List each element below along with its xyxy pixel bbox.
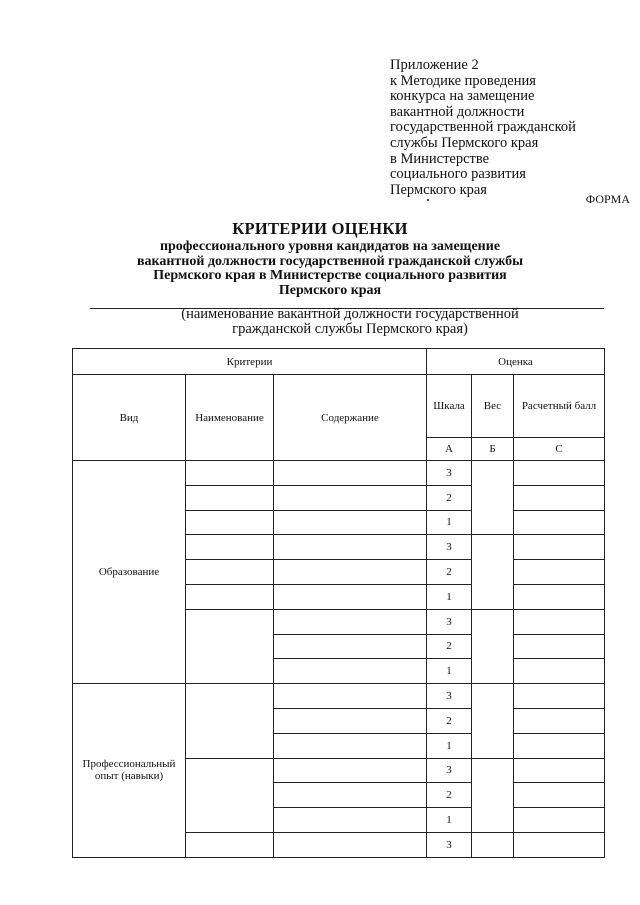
score-cell[interactable] xyxy=(514,832,605,857)
score-cell[interactable] xyxy=(514,733,605,758)
header-scale: Шкала xyxy=(427,375,472,438)
content-cell[interactable] xyxy=(274,634,427,659)
header-letter-a: А xyxy=(427,438,472,461)
score-cell[interactable] xyxy=(514,461,605,486)
scale-cell: 3 xyxy=(427,832,472,857)
content-cell[interactable] xyxy=(274,684,427,709)
scale-cell: 3 xyxy=(427,609,472,634)
scale-cell: 1 xyxy=(427,584,472,609)
header-score: Расчетный балл xyxy=(514,375,605,438)
name-cell[interactable] xyxy=(186,485,274,510)
content-cell[interactable] xyxy=(274,708,427,733)
score-cell[interactable] xyxy=(514,758,605,783)
scale-cell: 2 xyxy=(427,783,472,808)
name-cell[interactable] xyxy=(186,560,274,585)
type-education: Образование xyxy=(73,461,186,684)
document-title: КРИТЕРИИ ОЦЕНКИ xyxy=(232,219,408,238)
annex-line: службы Пермского края xyxy=(390,134,539,151)
content-cell[interactable] xyxy=(274,535,427,560)
score-cell[interactable] xyxy=(514,560,605,585)
weight-cell[interactable] xyxy=(472,758,514,832)
scale-cell: 2 xyxy=(427,560,472,585)
subtitle-line: Пермского края xyxy=(278,282,382,298)
criteria-table xyxy=(72,348,605,858)
subtitle-line: Пермского края в Министерстве социального развития xyxy=(153,268,507,283)
name-cell[interactable] xyxy=(186,684,274,758)
scale-cell: 2 xyxy=(427,485,472,510)
name-cell[interactable] xyxy=(186,609,274,683)
score-cell[interactable] xyxy=(514,684,605,709)
score-cell[interactable] xyxy=(514,584,605,609)
scale-cell: 3 xyxy=(427,535,472,560)
content-cell[interactable] xyxy=(274,609,427,634)
scale-cell: 3 xyxy=(427,684,472,709)
content-cell[interactable] xyxy=(274,808,427,833)
annex-line: Приложение 2 xyxy=(390,57,479,73)
name-cell[interactable] xyxy=(186,535,274,560)
score-cell[interactable] xyxy=(514,510,605,535)
score-cell[interactable] xyxy=(514,808,605,833)
score-cell[interactable] xyxy=(514,485,605,510)
header-type: Вид xyxy=(73,375,186,461)
content-cell[interactable] xyxy=(274,510,427,535)
header-criteria: Критерии xyxy=(73,349,427,375)
header-assessment: Оценка xyxy=(427,349,605,375)
annex-line: к Методике проведения xyxy=(390,72,536,89)
name-cell[interactable] xyxy=(186,832,274,857)
name-cell[interactable] xyxy=(186,758,274,832)
annex-line: Пермского края xyxy=(390,181,487,198)
weight-cell[interactable] xyxy=(472,609,514,683)
name-cell[interactable] xyxy=(186,461,274,486)
document-subtitle xyxy=(100,240,560,298)
subtitle-line: профессионального уровня кандидатов на замещение xyxy=(159,239,501,254)
weight-cell[interactable] xyxy=(472,535,514,609)
header-letter-c: С xyxy=(514,438,605,461)
content-cell[interactable] xyxy=(274,560,427,585)
annex-line: государственной гражданской xyxy=(390,119,576,136)
weight-cell[interactable] xyxy=(472,832,514,857)
annex-line: в Министерстве xyxy=(390,150,490,167)
name-cell[interactable] xyxy=(186,584,274,609)
score-cell[interactable] xyxy=(514,634,605,659)
annex-line: конкурса на замещение xyxy=(390,88,535,105)
score-cell[interactable] xyxy=(514,708,605,733)
score-cell[interactable] xyxy=(514,609,605,634)
content-cell[interactable] xyxy=(274,659,427,684)
subtitle-line: вакантной должности государственной гражданской службы xyxy=(136,253,524,269)
weight-cell[interactable] xyxy=(472,684,514,758)
scan-speck xyxy=(427,199,429,201)
name-cell[interactable] xyxy=(186,510,274,535)
scale-cell: 1 xyxy=(427,808,472,833)
content-cell[interactable] xyxy=(274,733,427,758)
score-cell[interactable] xyxy=(514,659,605,684)
hint-line: (наименование вакантной должности государственной xyxy=(181,306,519,322)
header-content: Содержание xyxy=(274,375,427,461)
annex-line: вакантной должности xyxy=(390,103,525,120)
score-cell[interactable] xyxy=(514,535,605,560)
scale-cell: 1 xyxy=(427,659,472,684)
scale-cell: 3 xyxy=(427,461,472,486)
header-letter-b: Б xyxy=(472,438,514,461)
content-cell[interactable] xyxy=(274,584,427,609)
form-label: ФОРМА xyxy=(585,192,630,206)
content-cell[interactable] xyxy=(274,832,427,857)
hint-line: гражданской службы Пермского края) xyxy=(232,320,468,337)
position-name-hint xyxy=(150,307,550,336)
type-experience: Профессиональный опыт (навыки) xyxy=(73,684,186,858)
score-cell[interactable] xyxy=(514,783,605,808)
scale-cell: 1 xyxy=(427,510,472,535)
annex-line: социального развития xyxy=(390,166,526,183)
content-cell[interactable] xyxy=(274,783,427,808)
header-weight: Вес xyxy=(472,375,514,438)
annex-header xyxy=(390,58,576,198)
scale-cell: 3 xyxy=(427,758,472,783)
content-cell[interactable] xyxy=(274,461,427,486)
content-cell[interactable] xyxy=(274,485,427,510)
content-cell[interactable] xyxy=(274,758,427,783)
weight-cell[interactable] xyxy=(472,461,514,535)
scale-cell: 1 xyxy=(427,733,472,758)
scale-cell: 2 xyxy=(427,634,472,659)
header-name: Наименование xyxy=(186,375,274,461)
scale-cell: 2 xyxy=(427,708,472,733)
